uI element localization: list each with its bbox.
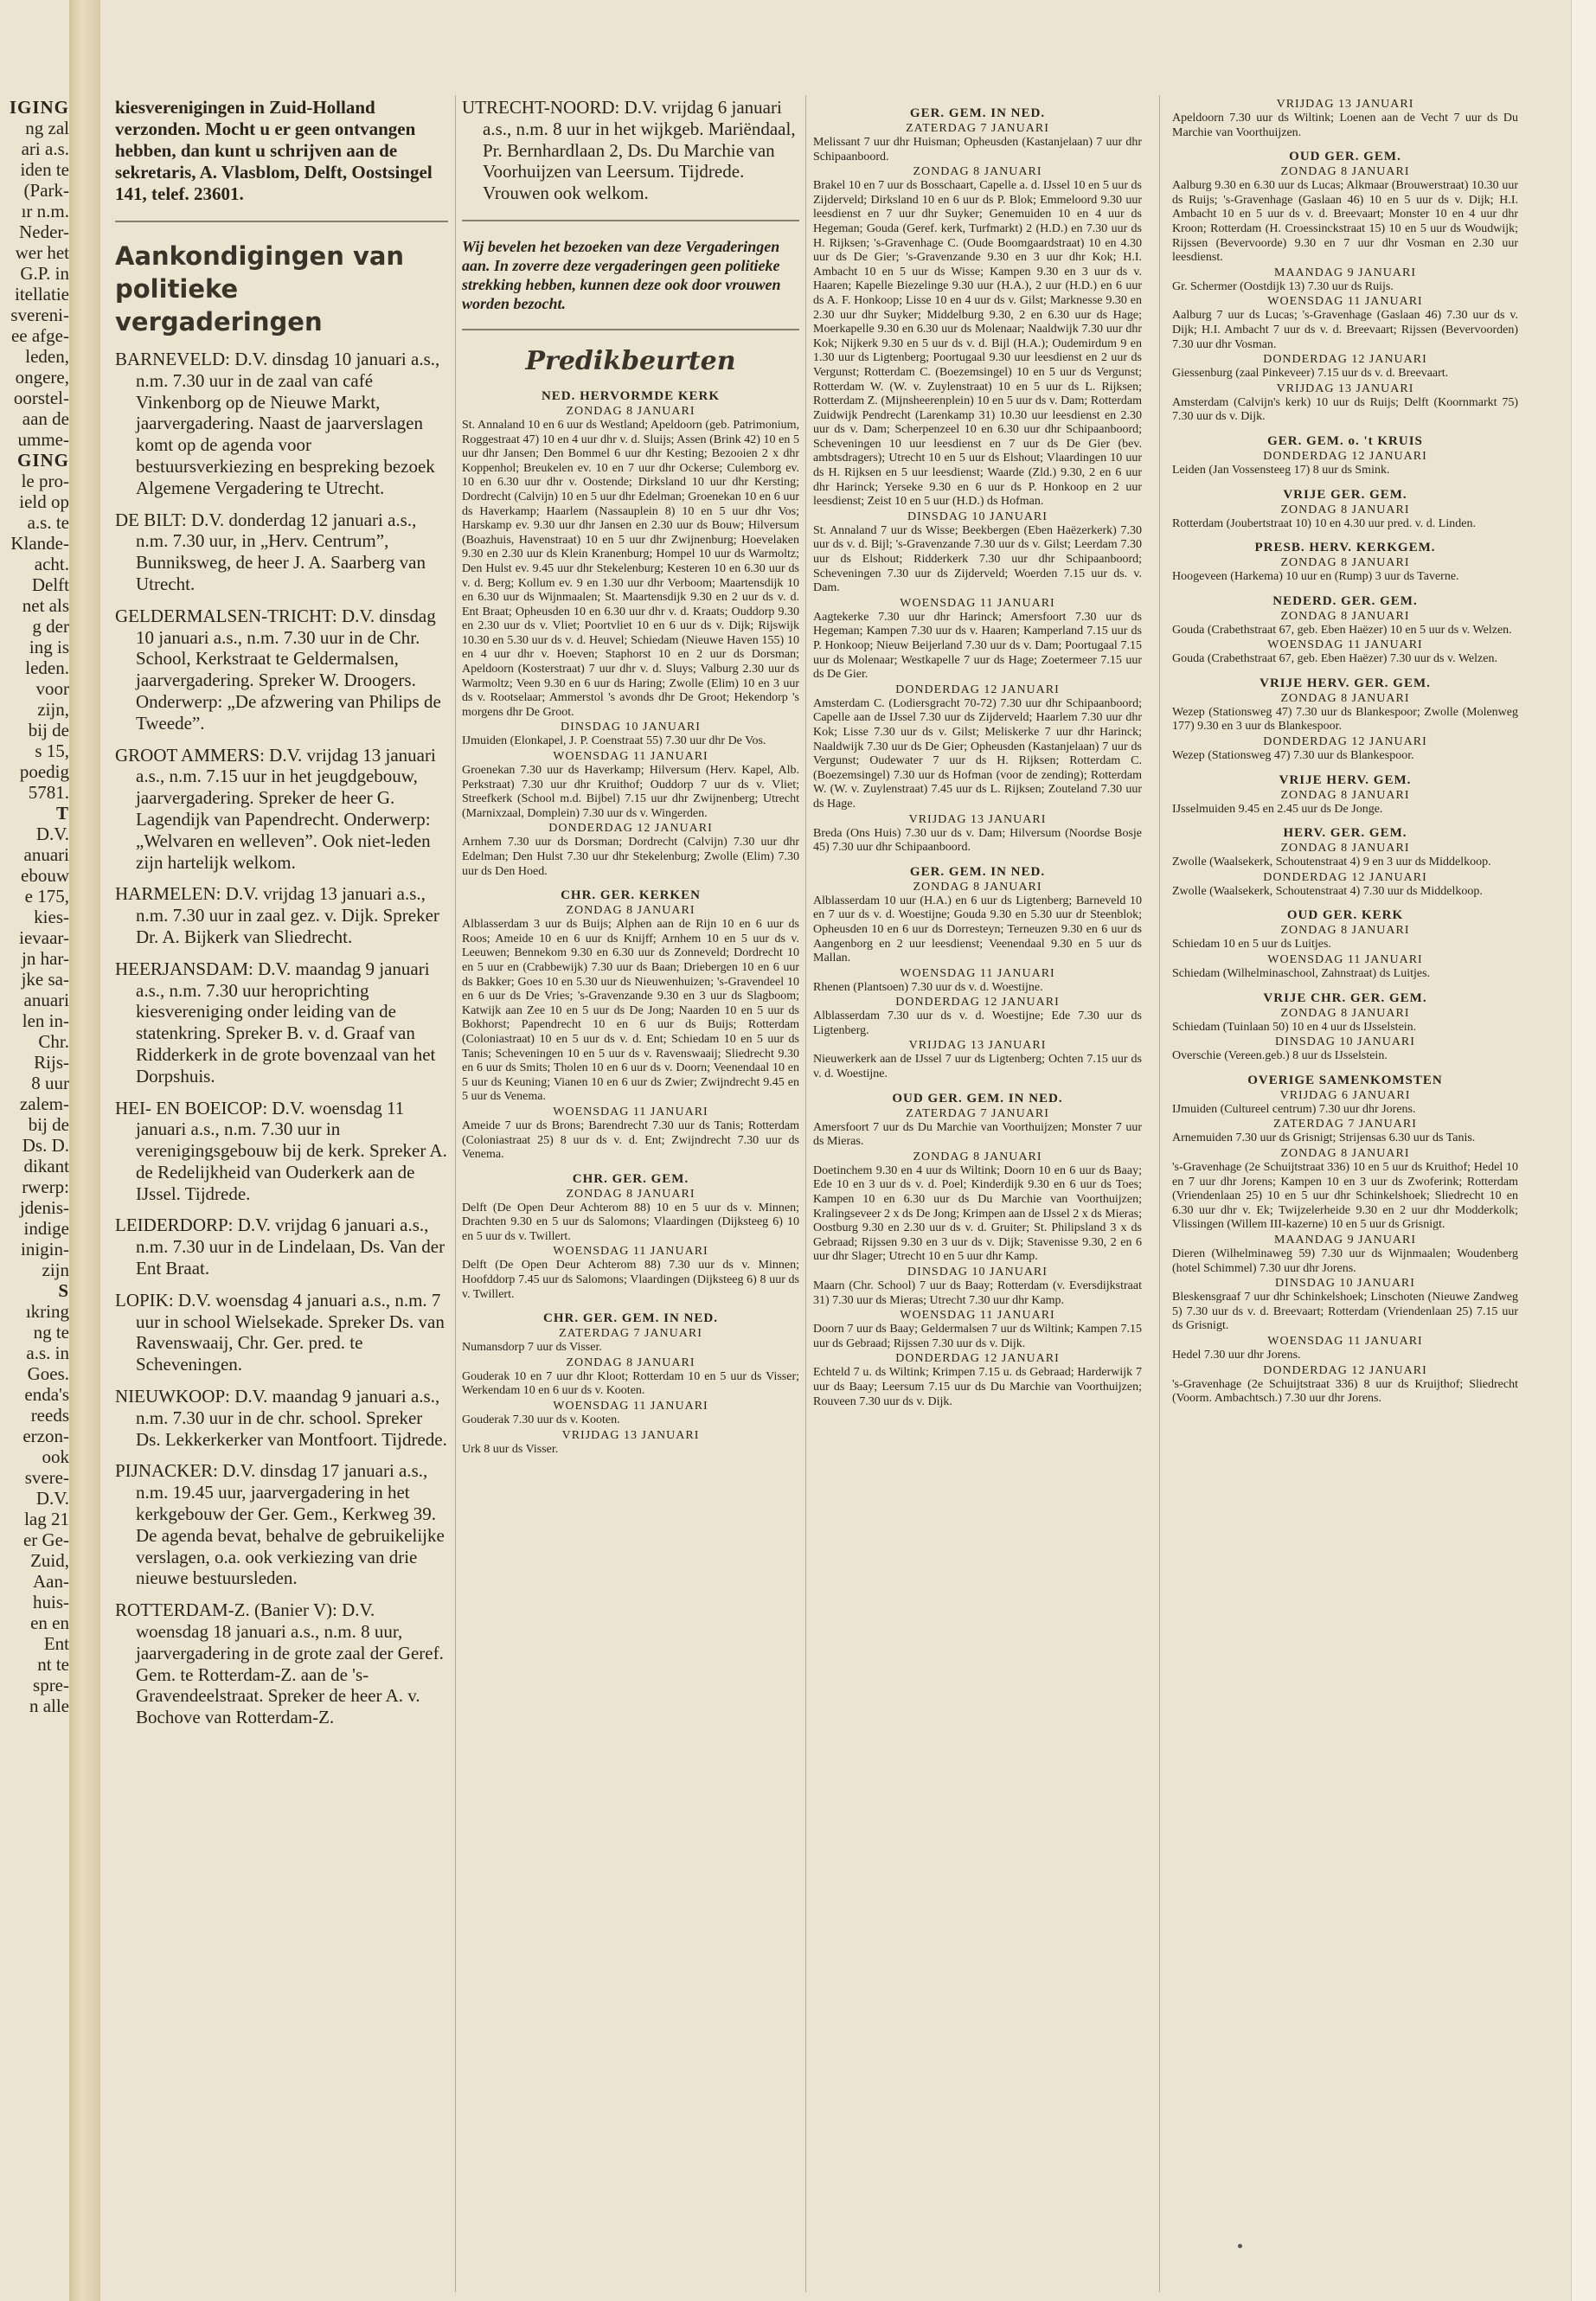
church-heading: GER. GEM. IN NED.: [909, 106, 1046, 120]
service-listing: Maarn (Chr. School) 7 uur ds Baay; Rotterdam (v. Eversdijkstraat 31) 7.30 uur ds Mieras; Utrecht 7.30 uur dhr Kamp.: [813, 1279, 1142, 1307]
meeting-item: HEERJANSDAM: D.V. maandag 9 januari a.s., n.m. 7.30 uur heroprichting kiesvereniging onder leiding van de statenkring. Spreker B. v. d. Graaf van Ridderkerk in de grote bovenzaal van het Dorpshuis.: [115, 958, 436, 1086]
cut-text-fragment: leden.: [25, 657, 69, 678]
day-heading: DINSDAG 10 JANUARI: [907, 510, 1048, 523]
cut-text-fragment: Ds. D.: [22, 1135, 69, 1156]
cut-text-fragment: Rijs-: [34, 1052, 69, 1073]
cut-text-fragment: jdenis-: [19, 1197, 69, 1218]
service-list: [813, 106, 1142, 1409]
meeting-item: LEIDERDORP: D.V. vrijdag 6 januari a.s., n.m. 7.30 uur in de Lindelaan, Ds. Van der Ent Braat.: [115, 1215, 445, 1279]
service-listing: Apeldoorn 7.30 uur ds Wiltink; Loenen aan de Vecht 7 uur ds Du Marchie van Voorthuijzen.: [1172, 112, 1518, 139]
church-heading: CHR. GER. KERKEN: [561, 888, 701, 903]
day-heading: WOENSDAG 11 JANUARI: [553, 1105, 708, 1118]
cut-text-fragment: ook: [42, 1446, 69, 1467]
service-listing: Rhenen (Plantsoen) 7.30 uur ds v. d. Woestijne.: [813, 980, 1043, 994]
sheet-edge: [1571, 0, 1596, 2301]
service-listing: Arnemuiden 7.30 uur ds Grisnigt; Strijensas 6.30 uur ds Tanis.: [1172, 1131, 1476, 1145]
day-heading: DONDERDAG 12 JANUARI: [1263, 870, 1427, 884]
day-heading: DONDERDAG 12 JANUARI: [548, 822, 713, 836]
cut-text-fragment: Zuid,: [30, 1550, 69, 1571]
service-listing: Arnhem 7.30 uur ds Dorsman; Dordrecht (Calvijn) 7.30 uur dhr Edelman; Den Hulst 7.30 uur dhr Stekelenburg; Zwolle (Elim) 7.30 uur ds Den Hoed.: [462, 836, 799, 878]
service-listing: IJmuiden (Elonkapel, J. P. Coenstraat 55) 7.30 uur dhr De Vos.: [462, 734, 766, 748]
day-heading: ZONDAG 8 JANUARI: [1280, 1006, 1410, 1020]
service-listing: Amsterdam C. (Lodiersgracht 70-72) 7.30 uur dhr Schipaanboord; Capelle aan de IJssel 7.30 uur ds Zijderveld; Haarlem 7.30 uur dhr Kok; Lisse 7.30 uur ds v. Gilst; Meliskerke 7 uur dhr Harinck; Naaldwijk 7.30 uur ds De Gier; Opheusden (Kastanjelaan) 7 uur ds Vergunst; Oudewater 7 uur ds H. Rijksen; Rotterdam C. (Boezemsingel) 7.30 uur ds Hofman (voor de zending); Rotterdam W. (W. v. Zuylenstraat) 7.45 uur ds L. Rijksen; Zouteland 7.30 uur ds Hage.: [813, 696, 1142, 811]
service-listing: Alblasserdam 7.30 uur ds v. d. Woestijne; Ede 7.30 uur ds Ligtenberg.: [813, 1009, 1142, 1037]
cut-text-fragment: svere-: [24, 1467, 69, 1488]
service-listing: St. Annaland 7 uur ds Wisse; Beekbergen (Eben Haëzerkerk) 7.30 uur ds v. d. Bijl; 's-Gravenzande 7.30 uur ds v. Gilst; Leerdam 7.30 uur ds Elshout; Ridderkerk 7.30 uur dhr Schipaanboord; Scheveningen 7.30 uur ds Zijderveld; Woerden 7.15 uur ds. v. Dam.: [813, 523, 1142, 595]
column-rule: [1159, 95, 1160, 2292]
cut-text-fragment: itellatie: [15, 284, 69, 304]
meeting-item: NIEUWKOOP: D.V. maandag 9 januari a.s., n.m. 7.30 uur in de chr. school. Spreker Ds. Lekkerkerker van Montfoort. Tijdrede.: [115, 1386, 447, 1450]
service-list: [1172, 97, 1518, 1407]
cut-text-fragment: enda's: [24, 1384, 69, 1405]
church-heading: CHR. GER. GEM. IN NED.: [542, 1311, 718, 1326]
cut-text-fragment: Delft: [31, 574, 69, 595]
day-heading: WOENSDAG 11 JANUARI: [1267, 1334, 1423, 1348]
cut-text-fragment: poedig: [19, 761, 69, 782]
service-listing: Schiedam (Tuinlaan 50) 10 en 4 uur ds IJsselstein.: [1172, 1020, 1417, 1034]
service-listing: IJmuiden (Cultureel centrum) 7.30 uur dhr Jorens.: [1172, 1102, 1416, 1116]
day-heading: ZONDAG 8 JANUARI: [566, 904, 695, 918]
cut-text-fragment: D.V.: [35, 1488, 69, 1509]
day-heading: ZATERDAG 7 JANUARI: [1273, 1118, 1417, 1131]
cut-text-fragment: G.P. in: [20, 263, 69, 284]
cut-text-fragment: wer het: [15, 242, 69, 263]
cut-text-fragment: ıkring: [25, 1301, 69, 1322]
meeting-item: HARMELEN: D.V. vrijdag 13 januari a.s., n.m. 7.30 uur in zaal gez. v. Dijk. Spreker Dr. A. Bijkerk van Sliedrecht.: [115, 883, 439, 947]
day-heading: WOENSDAG 11 JANUARI: [900, 1309, 1055, 1323]
church-heading: NEDERD. GER. GEM.: [1272, 593, 1418, 608]
day-heading: DONDERDAG 12 JANUARI: [1263, 449, 1427, 463]
meeting-item: PIJNACKER: D.V. dinsdag 17 januari a.s., n.m. 19.45 uur, jaarvergadering in het kerkgebouw der Ger. Gem., Kerkweg 39. De agenda bevat, behalve de gebruikelijke verslagen, o.a. ook verkiezing van drie nieuwe bestuursleden.: [115, 1460, 445, 1589]
day-heading: DONDERDAG 12 JANUARI: [895, 996, 1060, 1009]
day-heading: ZONDAG 8 JANUARI: [1280, 788, 1410, 802]
day-heading: VRIJDAG 13 JANUARI: [908, 812, 1047, 826]
cut-text-fragment: ield op: [19, 491, 69, 512]
service-listing: Schiedam 10 en 5 uur ds Luitjes.: [1172, 938, 1331, 952]
day-heading: ZONDAG 8 JANUARI: [566, 1356, 695, 1369]
service-listing: Doetinchem 9.30 en 4 uur ds Wiltink; Doorn 10 en 6 uur ds Baay; Ede 10 en 3 uur ds v. d. Poel; Kinderdijk 9.30 en 6 uur ds Toes; Kampen 10 en 6.30 uur ds Du Marchie van Voorthuijzen; Kralingseveer 2 x ds De Jong; Krimpen aan de IJssel 2 x ds Mieras; Oostburg 9.30 en 2.30 uur ds v. d. Gruiter; St. Philipsland 3 x ds Gebraad; Rijssen 9.30 en 3 uur ds v. Dijk; Stavenisse 9.30, 2 en 6 uur dhr Slager; Utrecht 10 en 5 uur dhr Kamp.: [813, 1163, 1142, 1264]
cut-text-fragment: (Park-: [23, 180, 69, 201]
day-heading: VRIJDAG 13 JANUARI: [561, 1428, 700, 1442]
cut-text-fragment: anuari: [23, 844, 69, 865]
church-heading: OVERIGE SAMENKOMSTEN: [1247, 1073, 1443, 1087]
church-heading: HERV. GER. GEM.: [1283, 826, 1407, 841]
service-listing: Gouda (Crabethstraat 67, geb. Eben Haëzer) 10 en 5 uur ds v. Welzen.: [1172, 623, 1512, 637]
cut-text-fragment: erzon-: [22, 1426, 69, 1446]
cut-text-fragment: s 15,: [35, 740, 69, 761]
section-title: Aankondigingen van politieke vergaderingen: [115, 241, 405, 336]
day-heading: DINSDAG 10 JANUARI: [1275, 1277, 1415, 1291]
church-heading: VRIJE GER. GEM.: [1283, 487, 1407, 502]
column-rule: [805, 95, 806, 2292]
service-list: [462, 388, 799, 1457]
cut-text-fragment: rwerp:: [22, 1176, 69, 1197]
cut-text-fragment: lag 21: [24, 1509, 69, 1529]
divider: [462, 220, 799, 221]
column-political-meetings: [115, 97, 448, 1739]
service-listing: Dieren (Wilhelminaweg 59) 7.30 uur ds Wijnmaalen; Woudenberg (hotel Schimmel) 7.30 uur dhr Jorens.: [1172, 1247, 1518, 1275]
divider: [115, 221, 448, 222]
service-listing: Delft (De Open Deur Achterom 88) 10 en 5 uur ds v. Minnen; Drachten 9.30 en 5 uur ds Salomons; Vlaardingen (Dijksteeg 6) 10 en 5 uur ds v. Twillert.: [462, 1201, 799, 1243]
service-listing: Zwolle (Waalsekerk, Schoutenstraat 4) 9 en 3 uur ds Middelkoop.: [1172, 856, 1491, 869]
day-heading: ZONDAG 8 JANUARI: [1280, 556, 1410, 570]
cut-text-fragment: 8 uur: [31, 1073, 69, 1093]
meeting-item: GROOT AMMERS: D.V. vrijdag 13 januari a.s., n.m. 7.15 uur in het jeugdgebouw, jaarvergadering. Spreker de heer G. Lagendijk van Papendrecht. Onderwerp: „Welvaren en welleven”. Ook niet-leden zijn hartelijk welkom.: [115, 744, 436, 873]
cut-text-fragment: n alle: [29, 1695, 69, 1716]
cut-text-fragment: IGING: [9, 97, 69, 118]
day-heading: WOENSDAG 11 JANUARI: [900, 966, 1055, 980]
cut-text-fragment: ing is: [29, 637, 69, 657]
meeting-item: DE BILT: D.V. donderdag 12 januari a.s., n.m. 7.30 uur, in „Herv. Centrum”, Bunniksweg, de heer J. A. Saarberg van Utrecht.: [115, 509, 426, 594]
cut-text-fragment: T: [55, 803, 69, 824]
cut-text-fragment: ng zal: [25, 118, 69, 138]
cut-text-fragment: a.s. te: [27, 512, 69, 533]
day-heading: ZONDAG 8 JANUARI: [1280, 924, 1410, 938]
column-sermons-2: [813, 97, 1142, 1409]
cut-text-fragment: iden te: [20, 159, 69, 180]
editorial-note: Wij bevelen het bezoeken van deze Vergaderingen aan. In zoverre deze vergaderingen geen politieke strekking hebben, kunnen deze ook door vrouwen worden bezocht.: [462, 237, 781, 312]
cut-text-fragment: GING: [16, 450, 69, 471]
service-listing: Gouda (Crabethstraat 67, geb. Eben Haëzer) 7.30 uur ds v. Welzen.: [1172, 652, 1497, 666]
service-listing: Delft (De Open Deur Achterom 88) 7.30 uur ds v. Minnen; Hoofddorp 7.45 uur ds Salomons; Vlaardingen (Dijksteeg 6) 8 uur ds v. Twillert.: [462, 1259, 799, 1301]
meeting-list: [115, 349, 448, 1728]
church-heading: OUD GER. GEM.: [1289, 150, 1401, 164]
service-listing: Rotterdam (Joubertstraat 10) 10 en 4.30 uur pred. v. d. Linden.: [1172, 516, 1476, 530]
cut-text-fragment: umme-: [17, 429, 69, 450]
column-sermons-1: [462, 97, 799, 1457]
day-heading: ZONDAG 8 JANUARI: [1280, 165, 1410, 179]
church-heading: OUD GER. KERK: [1286, 908, 1404, 923]
church-heading: PRESB. HERV. KERKGEM.: [1254, 541, 1436, 555]
meeting-item: HEI- EN BOEICOP: D.V. woensdag 11 januari a.s., n.m. 7.30 uur in verenigingsgebouw bij de kerk. Spreker A. de Redelijkheid van Ouderkerk aan de IJssel. Tijdrede.: [115, 1097, 447, 1204]
cut-text-fragment: inigin-: [21, 1239, 69, 1259]
cut-text-fragment: ng te: [33, 1322, 69, 1343]
service-listing: Leiden (Jan Vossensteeg 17) 8 uur ds Smink.: [1172, 463, 1390, 477]
cut-text-fragment: ee afge-: [10, 325, 69, 346]
day-heading: DONDERDAG 12 JANUARI: [895, 683, 1060, 696]
cut-text-fragment: kies-: [34, 907, 69, 927]
service-listing: Gouderak 10 en 7 uur dhr Kloot; Rotterdam 10 en 5 uur ds Visser; Werkendam 10 en 6 uur ds v. Kooten.: [462, 1369, 799, 1398]
service-listing: Breda (Ons Huis) 7.30 uur ds v. Dam; Hilversum (Noordse Bosje 45) 7.30 uur dhr Schipaanboord.: [813, 826, 1142, 855]
day-heading: VRIJDAG 13 JANUARI: [1276, 381, 1414, 395]
day-heading: DONDERDAG 12 JANUARI: [1263, 735, 1427, 749]
service-listing: Urk 8 uur ds Visser.: [462, 1442, 559, 1456]
service-listing: Amsterdam (Calvijn's kerk) 10 uur ds Ruijs; Delft (Koornmarkt 75) 7.30 uur ds v. Dijk.: [1172, 395, 1518, 424]
cut-text-fragment: e 175,: [24, 886, 69, 907]
meeting-item: BARNEVELD: D.V. dinsdag 10 januari a.s., n.m. 7.30 uur in de zaal van café Vinkenborg op de Nieuwe Markt, jaarvergadering. Naast de jaarverslagen komt op de agenda voor bestuursverkiezing en bespreking bezoek Algemene Vergadering te Utrecht.: [115, 349, 440, 498]
day-heading: ZONDAG 8 JANUARI: [913, 1150, 1042, 1163]
cut-text-fragment: jke sa-: [21, 969, 69, 990]
cut-text-fragment: oorstel-: [13, 388, 69, 408]
cut-text-fragment: zalem-: [19, 1093, 69, 1114]
cut-text-fragment: jn har-: [22, 948, 69, 969]
church-heading: VRIJE HERV. GEM.: [1279, 772, 1412, 787]
church-heading: GER. GEM. IN NED.: [909, 864, 1046, 879]
meeting-item: GELDERMALSEN-TRICHT: D.V. dinsdag 10 januari a.s., n.m. 7.30 uur in de Chr. School, Kerkstraat te Geldermalsen, jaarvergadering. Spreker W. Droogers. Onderwerp: „De afzwering van Philips de Tweede”.: [115, 605, 441, 734]
church-heading: GER. GEM. o. 't KRUIS: [1267, 433, 1423, 448]
day-heading: ZONDAG 8 JANUARI: [913, 165, 1042, 179]
cut-text-fragment: Neder-: [19, 221, 69, 242]
service-listing: Schiedam (Wilhelminaschool, Zahnstraat) ds Luitjes.: [1172, 967, 1431, 981]
day-heading: ZATERDAG 7 JANUARI: [906, 122, 1049, 135]
day-heading: DINSDAG 10 JANUARI: [561, 721, 701, 734]
predikbeurten-title: Predikbeurten: [525, 345, 736, 376]
day-heading: DINSDAG 10 JANUARI: [907, 1266, 1048, 1279]
day-heading: WOENSDAG 11 JANUARI: [1267, 953, 1423, 967]
day-heading: DONDERDAG 12 JANUARI: [1263, 353, 1427, 367]
cut-text-fragment: 5781.: [28, 782, 69, 803]
cut-text-fragment: le pro-: [21, 471, 69, 491]
service-listing: IJsselmuiden 9.45 en 2.45 uur ds De Jonge.: [1172, 802, 1383, 816]
day-heading: MAANDAG 9 JANUARI: [1274, 266, 1416, 279]
divider: [462, 329, 799, 330]
intro-paragraph: kiesverenigingen in Zuid-Holland verzonden. Mocht u er geen ontvangen hebben, dan kunt u schrijven aan de sekretaris, A. Vlasblom, Delft, Oostsingel 141, telef. 23601.: [115, 97, 433, 204]
day-heading: ZONDAG 8 JANUARI: [1280, 691, 1410, 705]
cut-text-fragment: a.s. in: [26, 1343, 69, 1363]
service-listing: Echteld 7 u. ds Wiltink; Krimpen 7.15 u. ds Gebraad; Harderwijk 7 uur ds Baay; Leersum 7.15 uur ds Du Marchie van Voorthuijzen; Rouveen 7.30 uur ds v. Dijk.: [813, 1366, 1142, 1408]
service-listing: Giessenburg (zaal Pinkeveer) 7.15 uur ds v. d. Breevaart.: [1172, 367, 1449, 381]
cut-text-fragment: dikant: [23, 1156, 69, 1176]
cut-text-fragment: svereni-: [10, 304, 69, 325]
church-heading: CHR. GER. GEM.: [572, 1171, 689, 1186]
cut-text-fragment: Goes.: [27, 1363, 69, 1384]
column-sermons-3: [1172, 97, 1518, 1407]
cut-off-column: [0, 97, 69, 1716]
service-listing: Wezep (Stationsweg 47) 7.30 uur ds Blankespoor.: [1172, 749, 1414, 763]
church-heading: VRIJE HERV. GER. GEM.: [1259, 676, 1431, 690]
cut-text-fragment: voor: [35, 678, 69, 699]
cut-text-fragment: net als: [22, 595, 69, 616]
day-heading: ZONDAG 8 JANUARI: [913, 880, 1042, 894]
day-heading: ZONDAG 8 JANUARI: [1280, 842, 1410, 856]
service-listing: Alblasserdam 10 uur (H.A.) en 6 uur ds Ligtenberg; Barneveld 10 en 7 uur ds v. d. Woestijne; Gouda 9.30 en 5.30 uur dr Steenblok; Opheusden 10 en 6 uur ds Dorresteyn; Terneuzen 9.30 en 6 uur ds Aangenborg en 2 uur leesdienst; Veenendaal 9.30 en 5 uur ds Mallan.: [813, 894, 1142, 965]
cut-text-fragment: en en: [30, 1612, 69, 1633]
cut-text-fragment: er Ge-: [22, 1529, 69, 1550]
cut-text-fragment: ebouw: [21, 865, 69, 886]
column-rule: [455, 95, 456, 2292]
service-listing: Aagtekerke 7.30 uur dhr Harinck; Amersfoort 7.30 uur ds Hegeman; Kampen 7.30 uur ds v. Haaren; Kamperland 7.15 uur ds P. Honkoop; Nieuw Beijerland 7.30 uur ds v. Dam; Poortugaal 7.15 uur ds Molenaar; Westkapelle 7 uur ds Hage; Zoetermeer 7.15 uur ds De Gier.: [813, 610, 1142, 682]
cut-text-fragment: aan de: [22, 408, 69, 429]
cut-text-fragment: zijn,: [37, 699, 69, 720]
day-heading: WOENSDAG 11 JANUARI: [900, 596, 1055, 610]
service-listing: Melissant 7 uur dhr Huisman; Opheusden (Kastanjelaan) 7 uur dhr Schipaanboord.: [813, 136, 1142, 163]
cut-text-fragment: Chr.: [38, 1031, 69, 1052]
cut-text-fragment: huis-: [33, 1592, 69, 1612]
page-gutter: [69, 0, 100, 2301]
cut-text-fragment: Klande-: [10, 533, 69, 554]
service-listing: Nieuwerkerk aan de IJssel 7 uur ds Ligtenberg; Ochten 7.15 uur ds v. d. Woestijne.: [813, 1053, 1142, 1081]
church-heading: NED. HERVORMDE KERK: [541, 388, 721, 403]
cut-text-fragment: leden,: [25, 346, 69, 367]
service-listing: Gouderak 7.30 uur ds v. Kooten.: [462, 1413, 620, 1427]
cut-text-fragment: acht.: [34, 554, 69, 574]
cut-text-fragment: anuari: [23, 990, 69, 1010]
service-listing: Overschie (Vereen.geb.) 8 uur ds IJsselstein.: [1172, 1049, 1388, 1063]
cut-text-fragment: ır n.m.: [21, 201, 69, 221]
cut-text-fragment: indige: [23, 1218, 69, 1239]
cut-text-fragment: ongere,: [15, 367, 69, 388]
service-listing: St. Annaland 10 en 6 uur ds Westland; Apeldoorn (geb. Patrimonium, Roggestraat 47) 10 en 4 uur dhr v. d. Sluijs; Assen (Brink 42) 10 en 5 uur dhr Jansen; Den Bommel 6 uur dhr Kesting; Bezooien 2 x dhr Koppenhol; Breukelen ev. 10 en 7 uur dhr Ockerse; Culemborg ev. 10 en 6.30 uur dhr v. Oostende; Dirksland 10 uur dhr Kersting; Dordrecht (Calvijn) 10 en 5 uur dhr Edelman; Groenekan 10 en 6 uur ds Haverkamp; Haarlem (Nassauplein 8) 10 en 5 uur dhr Vos; Harskamp ev. 9.30 uur dhr Jansen en 2.30 uur ds Bouw; Hilversum (Boazhuis, Havenstraat) 10 en 5 uur dhr Zwijnenburg; Hoevelaken 9.30 en 2.30 uur ds Klein Kranenburg; Hompel 10 uur ds Warmoltz; Den Hulst ev. 9.45 uur dhr Stekelenburg; Kesteren 10 en 6.30 uur ds v. d. Berg; Kollum ev. 9 en 1.30 uur dhr Verboom; Maartensdijk 10 en 6.30 uur ds Wijnmaalen; St. Maartensdijk 9.30 en 2 uur ds v. d. Ent Braat; Opheusden 10 en 6.30 uur dhr v. d. Kraats; Ouddorp 9.30 en 2.30 uur ds v. Vliet; Poortvliet 10 en 6 uur ds v. Dijk; Rijswijk 10.30 en 5.30 uur ds v. d. Heuvel; Schiedam (Nieuwe Haven 155) 10 en 4 uur dhr v. Hoeven; Staphorst 10 en 2 uur ds Dorsman; Apeldoorn (Kosterstraat) 7 uur dhr v. d. Sluys; Valburg 2.30 uur ds Warmoltz; Veen 9.30 en 6 uur ds Haring; Zwolle (Elim) 10 en 3 uur ds v. Rootselaar; Ammerstol 's avonds dhr De Groot; Hekendorp 's morgens dhr De Groot.: [462, 418, 799, 719]
service-listing: Doorn 7 uur ds Baay; Geldermalsen 7 uur ds Wiltink; Kampen 7.15 uur ds Gebraad; Rijssen 7.30 uur ds v. Dijk.: [813, 1323, 1142, 1350]
day-heading: WOENSDAG 11 JANUARI: [1267, 295, 1423, 309]
cut-text-fragment: S: [58, 1280, 69, 1301]
day-heading: WOENSDAG 11 JANUARI: [553, 750, 708, 764]
cut-text-fragment: spre-: [33, 1675, 69, 1695]
service-listing: Numansdorp 7 uur ds Visser.: [462, 1341, 602, 1355]
day-heading: WOENSDAG 11 JANUARI: [553, 1245, 708, 1259]
meeting-item: UTRECHT-NOORD: D.V. vrijdag 6 januari a.s., n.m. 8 uur in het wijkgeb. Mariëndaal, Pr. Bernhardlaan 2, Ds. Du Marchie van Voorhuijzen van Leersum. Tijdrede. Vrouwen ook welkom.: [462, 97, 796, 204]
cut-text-fragment: Aan-: [33, 1571, 69, 1592]
cut-text-fragment: bij de: [28, 720, 69, 740]
cut-text-fragment: len in-: [22, 1010, 69, 1031]
day-heading: WOENSDAG 11 JANUARI: [1267, 638, 1423, 652]
day-heading: MAANDAG 9 JANUARI: [1274, 1233, 1416, 1247]
day-heading: VRIJDAG 13 JANUARI: [1276, 98, 1414, 111]
service-listing: Zwolle (Waalsekerk, Schoutenstraat 4) 7.30 uur ds Middelkoop.: [1172, 884, 1483, 898]
service-listing: Wezep (Stationsweg 47) 7.30 uur ds Blankespoor; Zwolle (Molenweg 177) 9.30 en 3 uur ds Blankespoor.: [1172, 705, 1518, 734]
cut-text-fragment: g der: [32, 616, 69, 637]
day-heading: ZONDAG 8 JANUARI: [566, 404, 695, 418]
cut-text-fragment: ari a.s.: [21, 138, 69, 159]
service-listing: Ameide 7 uur ds Brons; Barendrecht 7.30 uur ds Tanis; Rotterdam (Coloniastraat 25) 8 uur ds v. d. Ent; Zwijndrecht 7.30 uur ds Venema.: [462, 1118, 799, 1162]
service-listing: Bleskensgraaf 7 uur dhr Schinkelshoek; Linschoten (Nieuwe Zandweg 5) 7.30 uur ds v. d. Breevaart; Rotterdam (Vriendenlaan 25) 7.15 uur ds Grisnigt.: [1172, 1291, 1518, 1333]
service-listing: Hedel 7.30 uur dhr Jorens.: [1172, 1348, 1301, 1362]
service-listing: Amersfoort 7 uur ds Du Marchie van Voorthuijzen; Monster 7 uur ds Mieras.: [813, 1120, 1142, 1149]
day-heading: VRIJDAG 6 JANUARI: [1279, 1088, 1411, 1102]
service-listing: Groenekan 7.30 uur ds Haverkamp; Hilversum (Herv. Kapel, Alb. Perkstraat) 7.30 uur dhr Kruithof; Ouddorp 7 uur ds v. Vliet; Streefkerk (School m.d. Bijbel) 7.15 uur dhr Zwijnenberg; Utrecht (Marnixzaal, Domplein) 7.30 uur ds v. Wingerden.: [462, 764, 799, 820]
day-heading: ZONDAG 8 JANUARI: [1280, 609, 1410, 623]
day-heading: ZATERDAG 7 JANUARI: [559, 1327, 702, 1341]
day-heading: ZATERDAG 7 JANUARI: [906, 1106, 1049, 1120]
service-listing: 's-Gravenhage (2e Schuijtstraat 336) 10 en 5 uur ds Kruithof; Hedel 10 en 7 uur dhr Jorens; Kampen 10 en 3 uur ds Zwoferink; Rotterdam (Vriendenlaan 25) 10 en 5 uur dhr Schinkelshoek; Sliedrecht 10 en 6.30 uur dhr v. Ek; Twijzelerheide 9.30 en 2 uur dhr Modderkolk; Vlissingen (Willem III-kazerne) 10 en 5 uur ds Grisnigt.: [1172, 1161, 1518, 1232]
meeting-item: LOPIK: D.V. woensdag 4 januari a.s., n.m. 7 uur in school Wielsekade. Spreker Ds. van Ravenswaaij, Chr. Ger. pred. te Scheveningen.: [115, 1289, 445, 1375]
cut-text-fragment: bij de: [28, 1114, 69, 1135]
cut-text-fragment: D.V.: [35, 824, 69, 844]
day-heading: DONDERDAG 12 JANUARI: [1263, 1363, 1427, 1377]
service-listing: Gr. Schermer (Oostdijk 13) 7.30 uur ds Ruijs.: [1172, 279, 1394, 293]
service-listing: 's-Gravenhage (2e Schuijtstraat 336) 8 uur ds Kruijthof; Sliedrecht (Voorm. Ambachtsch.) 7.30 uur dhr Jorens.: [1172, 1377, 1518, 1406]
day-heading: ZONDAG 8 JANUARI: [566, 1187, 695, 1201]
service-listing: Brakel 10 en 7 uur ds Bosschaart, Capelle a. d. IJssel 10 en 5 uur ds Zijderveld; Dirksland 10 en 6 uur ds P. Blok; Emmeloord 9.30 uur leesdienst en 7 uur dhr Suyker; Genemuiden 10 en 4 uur ds Hegeman; Gouda (Geref. kerk, Turfmarkt) 2 (H.D.) en 7.30 uur ds H. Rijksen; 's-Gravenhage C. (Oude Boomgaardstraat) 10 en 4.30 uur ds De Gier; 's-Gravenzande 9.30 en 3 uur dhr Kok; H.I. Ambacht 10 en 5 uur ds Wisse; Kampen 9.30 en 3 uur ds v. Haaren; Kapelle Biezelinge 9.30 uur (H.A.), 2 uur (H.D.) en 6 uur ds A. F. Honkoop; Lisse 10 en 4 uur ds v. Gilst; Marknesse 9.30 en 2.30 uur dhr Suyker; Middelburg 9.30, 2 en 6.30 uur ds Hage; Moerkapelle 9.30 en 6.30 uur ds Molenaar; Naaldwijk 7.30 uur dhr Kok; Nijkerk 9.30 en 5 uur ds v. d. Bijl (H.A.); Oudemirdum 9 en 1.30 uur ds Ligtenberg; Poortugaal 9.30 uur leesdienst en 2 uur ds Vergunst; Rotterdam C. (Boezemsingel) 10 en 5 uur ds Vergunst; Rotterdam W. (W. v. Zuylenstraat) 10 en 5 uur ds L. Rijksen; Rotterdam Z. (Mijnsheerenplein) 10 en 5 uur ds v. Dam; Rotterdam Zuidwijk Pendrecht (Larenkamp 31) 10.30 uur leesdienst en 2.30 uur ds v. Dam; Scherpenzeel 10 en 6.30 uur dhr Schipaanboord; Scheveningen 10 uur leesdienst en 7 uur ds De Gier (bev. ambtsdragers); Utrecht 10 en 5 uur ds Elshout; Vlaardingen 10 uur ds H. Rijksen en 5 uur leesdienst; Waarde (Zld.) 9.30, 2 en 6 uur dhr Harinck; Yerseke 9.30 en 6 uur ds P. Honkoop en 2 uur leesdienst; Zeist 10 en 5 uur (H.D.) ds Hofman.: [813, 179, 1142, 509]
service-listing: Alblasserdam 3 uur ds Buijs; Alphen aan de Rijn 10 en 6 uur ds Roos; Ameide 10 en 6 uur ds Knijff; Arnhem 10 en 5 uur ds v. Leeuwen; Bennekom 9.30 en 6.30 uur ds Zonneveld; Dordrecht 10 en 5 uur en (Crabbewijk) 7.30 uur ds Baan; Driebergen 10 en 6 uur ds Bakker; Goes 10 en 5.30 uur ds Nieuwenhuizen; 's-Gravendeel 10 en 6 uur ds De Vries; 's-Gravenzande 9.30 en 3 uur ds Slagboom; Katwijk aan Zee 10 en 5 uur ds De Jong; Naarden 10 en 5 uur ds Bokhorst; Papendrecht 10 en 6 uur ds Buijs; Rotterdam (Coloniastraat) 10 en 5 uur ds v. d. Ent; Schiedam 10 en 5 uur ds Tanis; Scheveningen 10 en 5 uur ds v. Ravenswaaij; Sliedrecht 9.30 en 6 uur ds Smits; Tholen 10 en 6 uur ds v. Doorn; Veenendaal 10 en 5 uur ds Keuning; Vianen 10 en 6 uur ds Zwier; Zwijndrecht 9.45 en 5 uur ds Venema.: [462, 918, 799, 1104]
cut-text-fragment: Ent: [43, 1633, 69, 1654]
church-heading: VRIJE CHR. GER. GEM.: [1263, 990, 1427, 1005]
church-heading: OUD GER. GEM. IN NED.: [892, 1091, 1063, 1106]
day-heading: DINSDAG 10 JANUARI: [1275, 1035, 1415, 1049]
day-heading: VRIJDAG 13 JANUARI: [908, 1039, 1047, 1053]
day-heading: DONDERDAG 12 JANUARI: [895, 1352, 1060, 1366]
meeting-item: ROTTERDAM-Z. (Banier V): D.V. woensdag 18 januari a.s., n.m. 8 uur, jaarvergadering in de grote zaal der Geref. Gem. te Rotterdam-Z. aan de 's-Gravendeelstraat. Spreker de heer A. v. Bochove van Rotterdam-Z.: [115, 1599, 444, 1728]
service-listing: Aalburg 7 uur ds Lucas; 's-Gravenhage (Gaslaan 46) 7.30 uur ds v. Dijk; H.I. Ambacht 7 uur ds v. d. Breevaart; Rijssen (Bevervoorden) 7.30 uur dhr Vosman.: [1172, 309, 1518, 351]
cut-text-fragment: ievaar-: [19, 927, 69, 948]
service-listing: Hoogeveen (Harkema) 10 uur en (Rump) 3 uur ds Taverne.: [1172, 570, 1459, 584]
day-heading: ZONDAG 8 JANUARI: [1280, 503, 1410, 516]
cut-text-fragment: nt te: [37, 1654, 69, 1675]
ink-speck: [1238, 2244, 1242, 2248]
cut-text-fragment: reeds: [30, 1405, 69, 1426]
day-heading: WOENSDAG 11 JANUARI: [553, 1400, 708, 1413]
day-heading: ZONDAG 8 JANUARI: [1280, 1147, 1410, 1160]
service-listing: Aalburg 9.30 en 6.30 uur ds Lucas; Alkmaar (Brouwerstraat) 10.30 uur ds Ruijs; 's-Gravenhage (Gaslaan 46) 10 en 5 uur ds v. Dijk; H.I. Ambacht 10 en 5 uur ds v. d. Breevaart; Monster 10 en 4 uur dhr Kroon; Rotterdam (H. Croessinckstraat 15) 10 en 5 uur ds Woudwijk; Rijssen (Bevervoorde) 9.30 en 7 uur dhr Vosman en 2.30 uur leesdienst.: [1172, 179, 1518, 265]
cut-text-fragment: zijn: [42, 1259, 69, 1280]
